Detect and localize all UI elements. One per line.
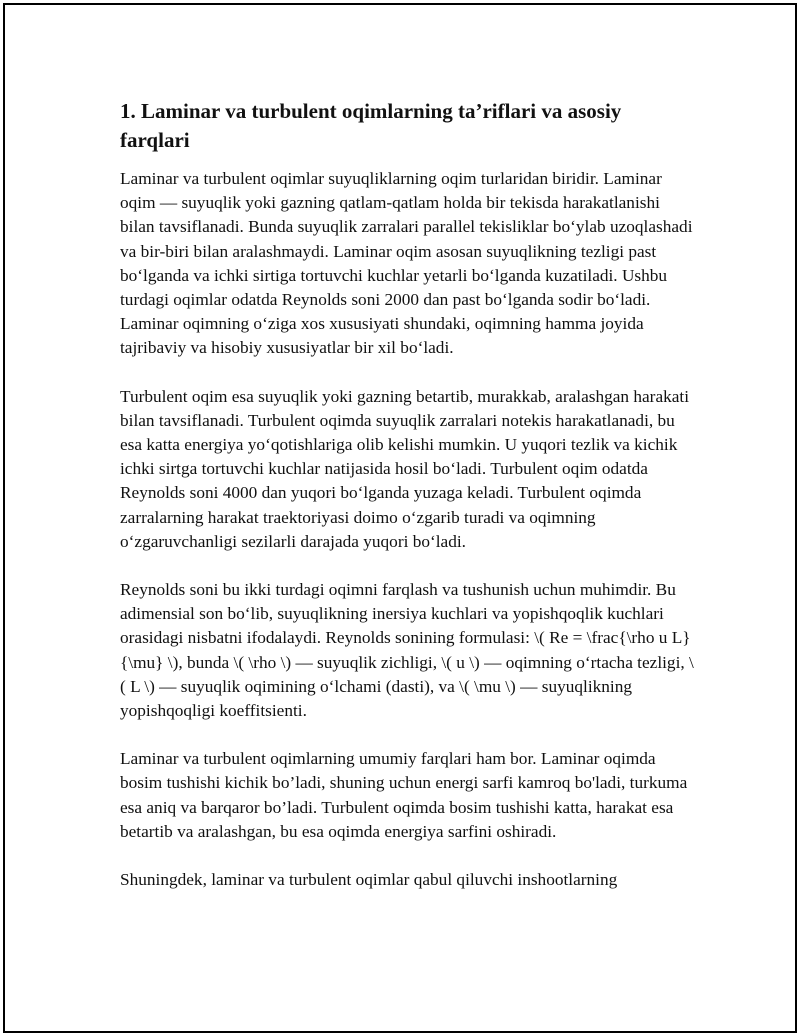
paragraph-turbulent: Turbulent oqim esa suyuqlik yoki gazning betartib, murakkab, aralashgan harakati bilan tavsiflanadi. Turbulent oqimda suyuqlik zarralari notekis harakatlanadi, bu esa katta energiya yo‘qotishlariga olib kelishi mumkin. U yuqori tezlik va kichik ichki sirtga tortuvchi kuchlar natijasida hosil bo‘ladi. Turbulent oqim odatda Reynolds soni 4000 dan yuqori bo‘lganda yuzaga keladi. Turbulent oqimda zarralarning harakat traektoriyasi doimo o‘zgarib turadi va oqimning o‘zgaruvchanligi sezilarli darajada yuqori bo‘ladi.	[120, 386, 690, 551]
section-heading: 1. Laminar va turbulent oqimlarning ta’riflari va asosiy farqlari	[120, 99, 622, 152]
paragraph-reynolds: Reynolds soni bu ikki turdagi oqimni farqlash va tushunish uchun muhimdir. Bu adimensial son bo‘lib, suyuqlikning inersiya kuchlari va yopishqoqlik kuchlari orasidagi nisbatni ifodalaydi. Reynolds sonining formulasi: \( Re = \frac{\rho u L}{\mu} \), bunda \( \rho \) — suyuqlik zichligi, \( u \) — oqimning o‘rtacha tezligi, \( L \) — suyuqlik oqimining o‘lchami (dasti), va \( \mu \) — suyuqlikning yopishqoqligi koeffitsienti.	[120, 580, 694, 721]
paragraph-differences: Laminar va turbulent oqimlarning umumiy farqlari ham bor. Laminar oqimda bosim tushishi kichik bo’ladi, shuning uchun energi sarfi kamroq bo'ladi, turkuma esa aniq va barqaror bo’ladi. Turbulent oqimda bosim tushishi katta, harakat esa betartib va aralashgan, bu esa oqimda energiya sarfini oshiradi.	[120, 749, 688, 841]
document-body	[120, 97, 695, 916]
paragraph-continuation: Shuningdek, laminar va turbulent oqimlar qabul qiluvchi inshootlarning	[120, 870, 618, 890]
page-frame	[3, 3, 797, 1033]
paragraph-laminar: Laminar va turbulent oqimlar suyuqliklarning oqim turlaridan biridir. Laminar oqim — suyuqlik yoki gazning qatlam-qatlam holda bir tekisda harakatlanishi bilan tavsiflanadi. Bunda suyuqlik zarralari parallel tekisliklar bo‘ylab uzoqlashadi va bir-biri bilan aralashmaydi. Laminar oqim asosan suyuqlikning tezligi past bo‘lganda va ichki sirtiga tortuvchi kuchlar yetarli bo‘lganda kuzatiladi. Ushbu turdagi oqimlar odatda Reynolds soni 2000 dan past bo‘lganda sodir bo‘ladi. Laminar oqimning o‘ziga xos xususiyati shundaki, oqimning hamma joyida tajribaviy va hisobiy xususiyatlar bir xil bo‘ladi.	[120, 169, 693, 358]
